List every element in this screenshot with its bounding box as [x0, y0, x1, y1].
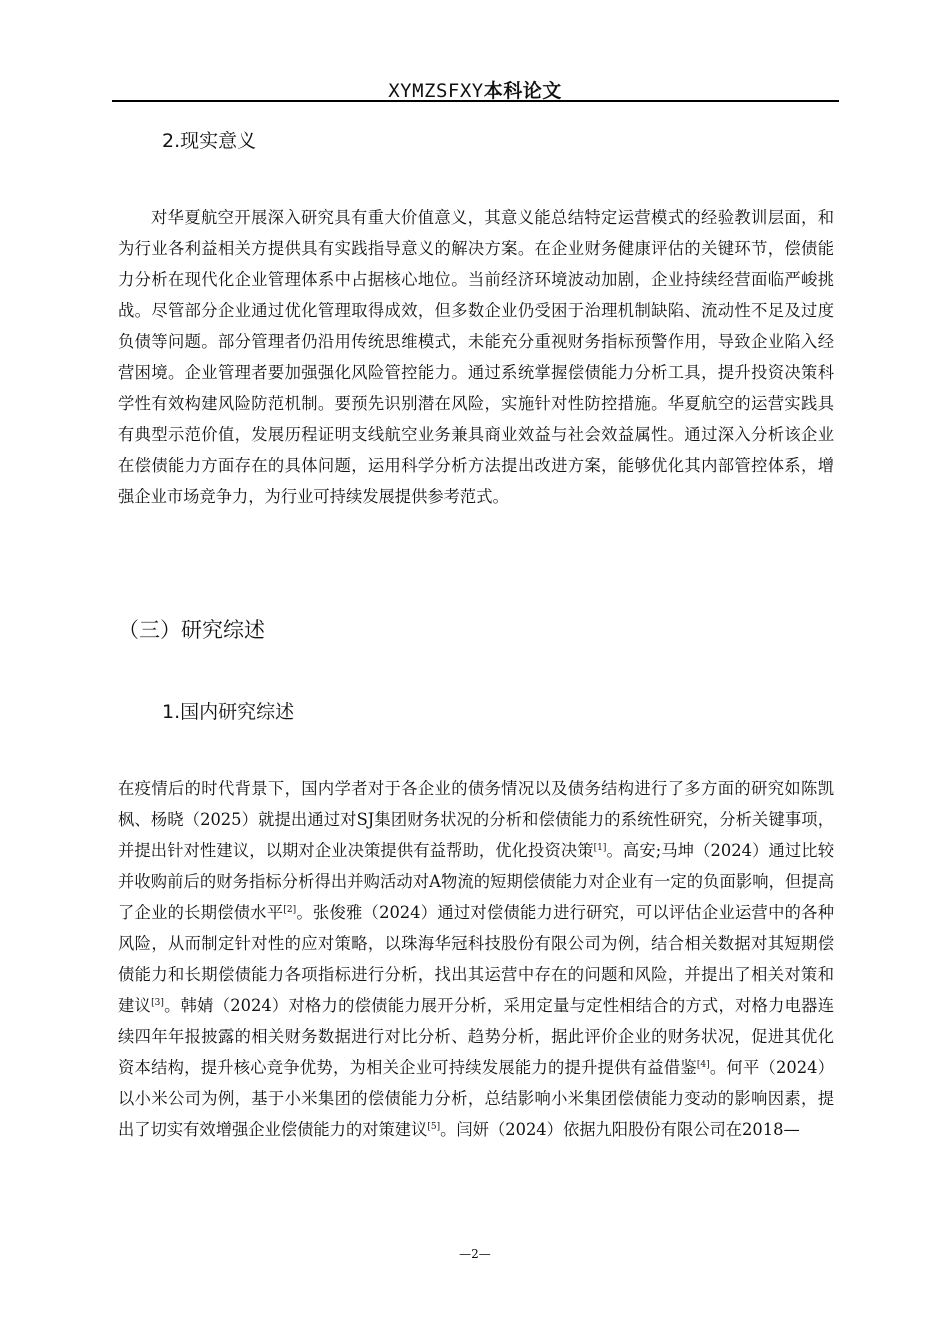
citation-4[interactable]: [4]	[696, 1060, 710, 1070]
heading-literature-review: （三）研究综述	[118, 618, 265, 642]
citation-2[interactable]: [2]	[283, 905, 297, 915]
citation-5[interactable]: [5]	[427, 1122, 441, 1132]
paragraph-domestic-review	[118, 773, 834, 1145]
header-title: 本科论文	[483, 80, 562, 102]
review-segment: 。张俊雅（2024）通过对偿债能力进行研究，可以评估企业运营中的各种风险，从而制定针对性的应对策略，以珠海华冠科技股份有限公司为例，结合相关数据对其短期偿债能力和长期偿债能力各项指标进行分析，找出其运营中存在的问题和风险，并提出了相关对策和建议	[118, 903, 834, 1015]
review-segment: 。韩婧（2024）对格力的偿债能力展开分析，采用定量与定性相结合的方式，对格力电器连续四年年报披露的相关财务数据进行对比分析、趋势分析，据此评价企业的财务状况，促进其优化资本结构，提升核心竞争优势，为相关企业可持续发展能力的提升提供有益借鉴	[118, 996, 834, 1077]
citation-3[interactable]: [3]	[151, 998, 164, 1008]
page-number: —2—	[459, 1247, 491, 1261]
paragraph-practical-significance: 对华夏航空开展深入研究具有重大价值意义，其意义能总结特定运营模式的经验教训层面，和为行业各利益相关方提供具有实践指导意义的解决方案。在企业财务健康评估的关键环节，偿债能力分析在现代化企业管理体系中占据核心地位。当前经济环境波动加剧，企业持续经营面临严峻挑战。尽管部分企业通过优化管理取得成效，但多数企业仍受困于治理机制缺陷、流动性不足及过度负债等问题。部分管理者仍沿用传统思维模式，未能充分重视财务指标预警作用，导致企业陷入经营困境。企业管理者要加强强化风险管控能力。通过系统掌握偿债能力分析工具，提升投资决策科学性有效构建风险防范机制。要预先识别潜在风险，实施针对性防控措施。华夏航空的运营实践具有典型示范价值，发展历程证明支线航空业务兼具商业效益与社会效益属性。通过深入分析该企业在偿债能力方面存在的具体问题，运用科学分析方法提出改进方案，能够优化其内部管控体系，增强企业市场竞争力，为行业可持续发展提供参考范式。	[118, 208, 834, 506]
heading-domestic-review: 1.国内研究综述	[162, 701, 295, 723]
running-header	[0, 76, 950, 103]
citation-1[interactable]: [1]	[593, 843, 607, 853]
review-segment: 在疫情后的时代背景下，国内学者对于各企业的债务情况以及债务结构进行了多方面的研究如陈凯枫、杨晓（2025）就提出通过对SJ集团财务状况的分析和偿债能力的系统性研究，分析关键事项，并提出针对性建议，以期对企业决策提供有益帮助，优化投资决策	[118, 779, 834, 860]
header-code: XYMZSFXY	[388, 80, 484, 102]
review-segment: 。何平（2024）以小米公司为例，基于小米集团的偿债能力分析，总结影响小米集团偿债能力变动的影响因素，提出了切实有效增强企业偿债能力的对策建议	[118, 1058, 834, 1139]
heading-practical-significance: 2.现实意义	[162, 130, 257, 152]
header-rule	[112, 100, 839, 102]
review-segment: 。高安;马坤（2024）通过比较并收购前后的财务指标分析得出并购活动对A物流的短期偿债能力对企业有一定的负面影响，但提高了企业的长期偿债水平	[118, 841, 834, 922]
review-segment: 。闫妍（2024）依据九阳股份有限公司在2018—	[440, 1120, 800, 1139]
